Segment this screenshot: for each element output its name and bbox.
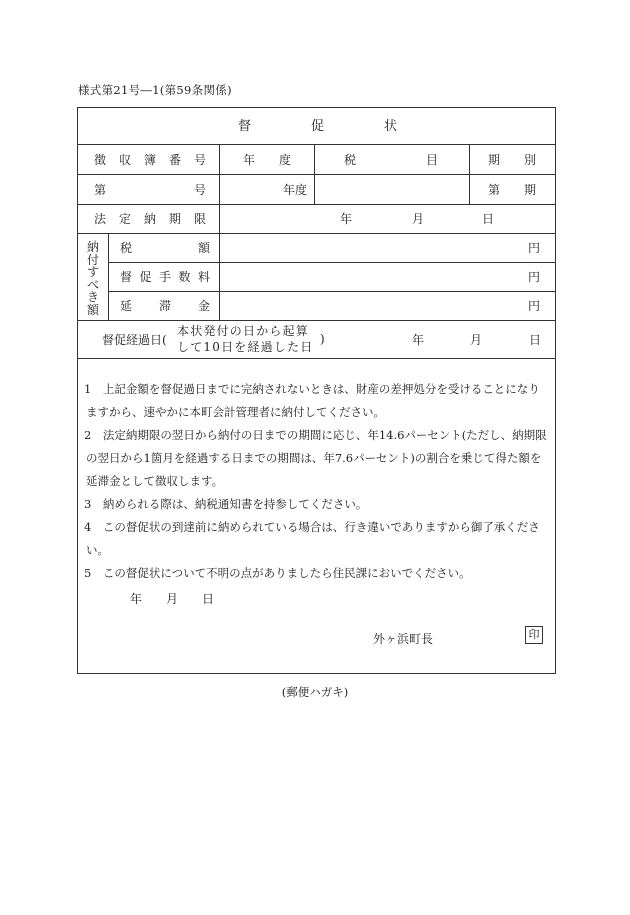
note-2-line-2: の翌日から1箇月を経過する日までの期間は、年7.6パーセント)の割合を乗じて得た額を [86,451,542,465]
row-divider [78,233,555,234]
deadline-year: 年 [340,212,353,226]
late-charge-unit: 円 [528,299,541,313]
reminder-fee-label: 督 促 手 数 料 [120,270,210,284]
installment-number-suffix: 期 [524,183,537,197]
row-divider [78,320,555,321]
note-2-line-1: 2 法定納期限の翌日から納付の日までの期間に応じ、年14.6パーセント(ただし、納期限 [84,428,547,442]
mayor-name: 外ヶ浜町長 [373,632,434,646]
col-divider [469,144,470,204]
overdue-year: 年 [412,333,425,347]
fiscal-year-field: 年度 [283,183,308,197]
row-divider [108,291,555,292]
row-divider [78,204,555,205]
seal-mark: 印 [525,626,543,644]
tax-item-label: 税 目 [344,153,438,167]
postcard-note: (郵便ハガキ) [281,685,349,699]
issue-date: 年 月 日 [130,592,215,606]
form-number-label: 様式第21号―1(第59条関係) [78,83,232,97]
col-divider [219,144,220,320]
note-5-line-1: 5 この督促状について不明の点がありましたら住民課においでください。 [84,566,471,580]
overdue-day: 日 [529,333,542,347]
notes-section [84,378,552,585]
payable-amount-vertical-label: 納 付 す べ き 額 [86,240,99,317]
collection-book-number-label: 徴 収 簿 番 号 [94,153,206,167]
row-divider [78,174,555,175]
installment-number-prefix: 第 [488,183,501,197]
overdue-date-label: 督促経過日( [102,333,167,347]
overdue-date-note-line2: して10日を経過した日 [177,340,314,354]
note-3-line-1: 3 納められる際は、納税通知書を持参してください。 [84,497,368,511]
deadline-day: 日 [482,212,495,226]
legal-deadline-label: 法 定 納 期 限 [94,212,206,226]
notice-frame [77,107,556,674]
note-4-line-2: い。 [86,543,109,557]
overdue-date-note-line1: 本状発付の日から起算 [177,324,310,338]
reminder-fee-unit: 円 [528,270,541,284]
book-number-field: 第 号 [94,183,206,197]
note-4-line-1: 4 この督促状の到達前に納められている場合は、行き違いでありますから御了承くださ [84,520,540,534]
deadline-month: 月 [412,212,425,226]
note-2-line-3: 延滞金として徴収します。 [86,474,224,488]
row-divider [78,358,555,359]
col-divider [314,144,315,204]
fiscal-year-label: 年 度 [243,153,291,167]
row-divider [108,262,555,263]
tax-amount-unit: 円 [528,241,541,255]
note-1-line-1: 1 上記金額を督促過日までに完納されないときは、財産の差押処分を受けることになり [84,382,540,396]
installment-label: 期 別 [488,153,536,167]
tax-amount-label: 税 額 [120,241,210,255]
late-charge-label: 延 滞 金 [120,299,210,313]
col-divider [108,233,109,320]
overdue-date-paren-close: ) [320,332,325,346]
overdue-month: 月 [470,333,483,347]
notice-title: 督 促 状 [237,119,398,134]
row-divider [78,144,555,145]
note-1-line-2: ますから、速やかに本町会計管理者に納付してください。 [86,405,385,419]
